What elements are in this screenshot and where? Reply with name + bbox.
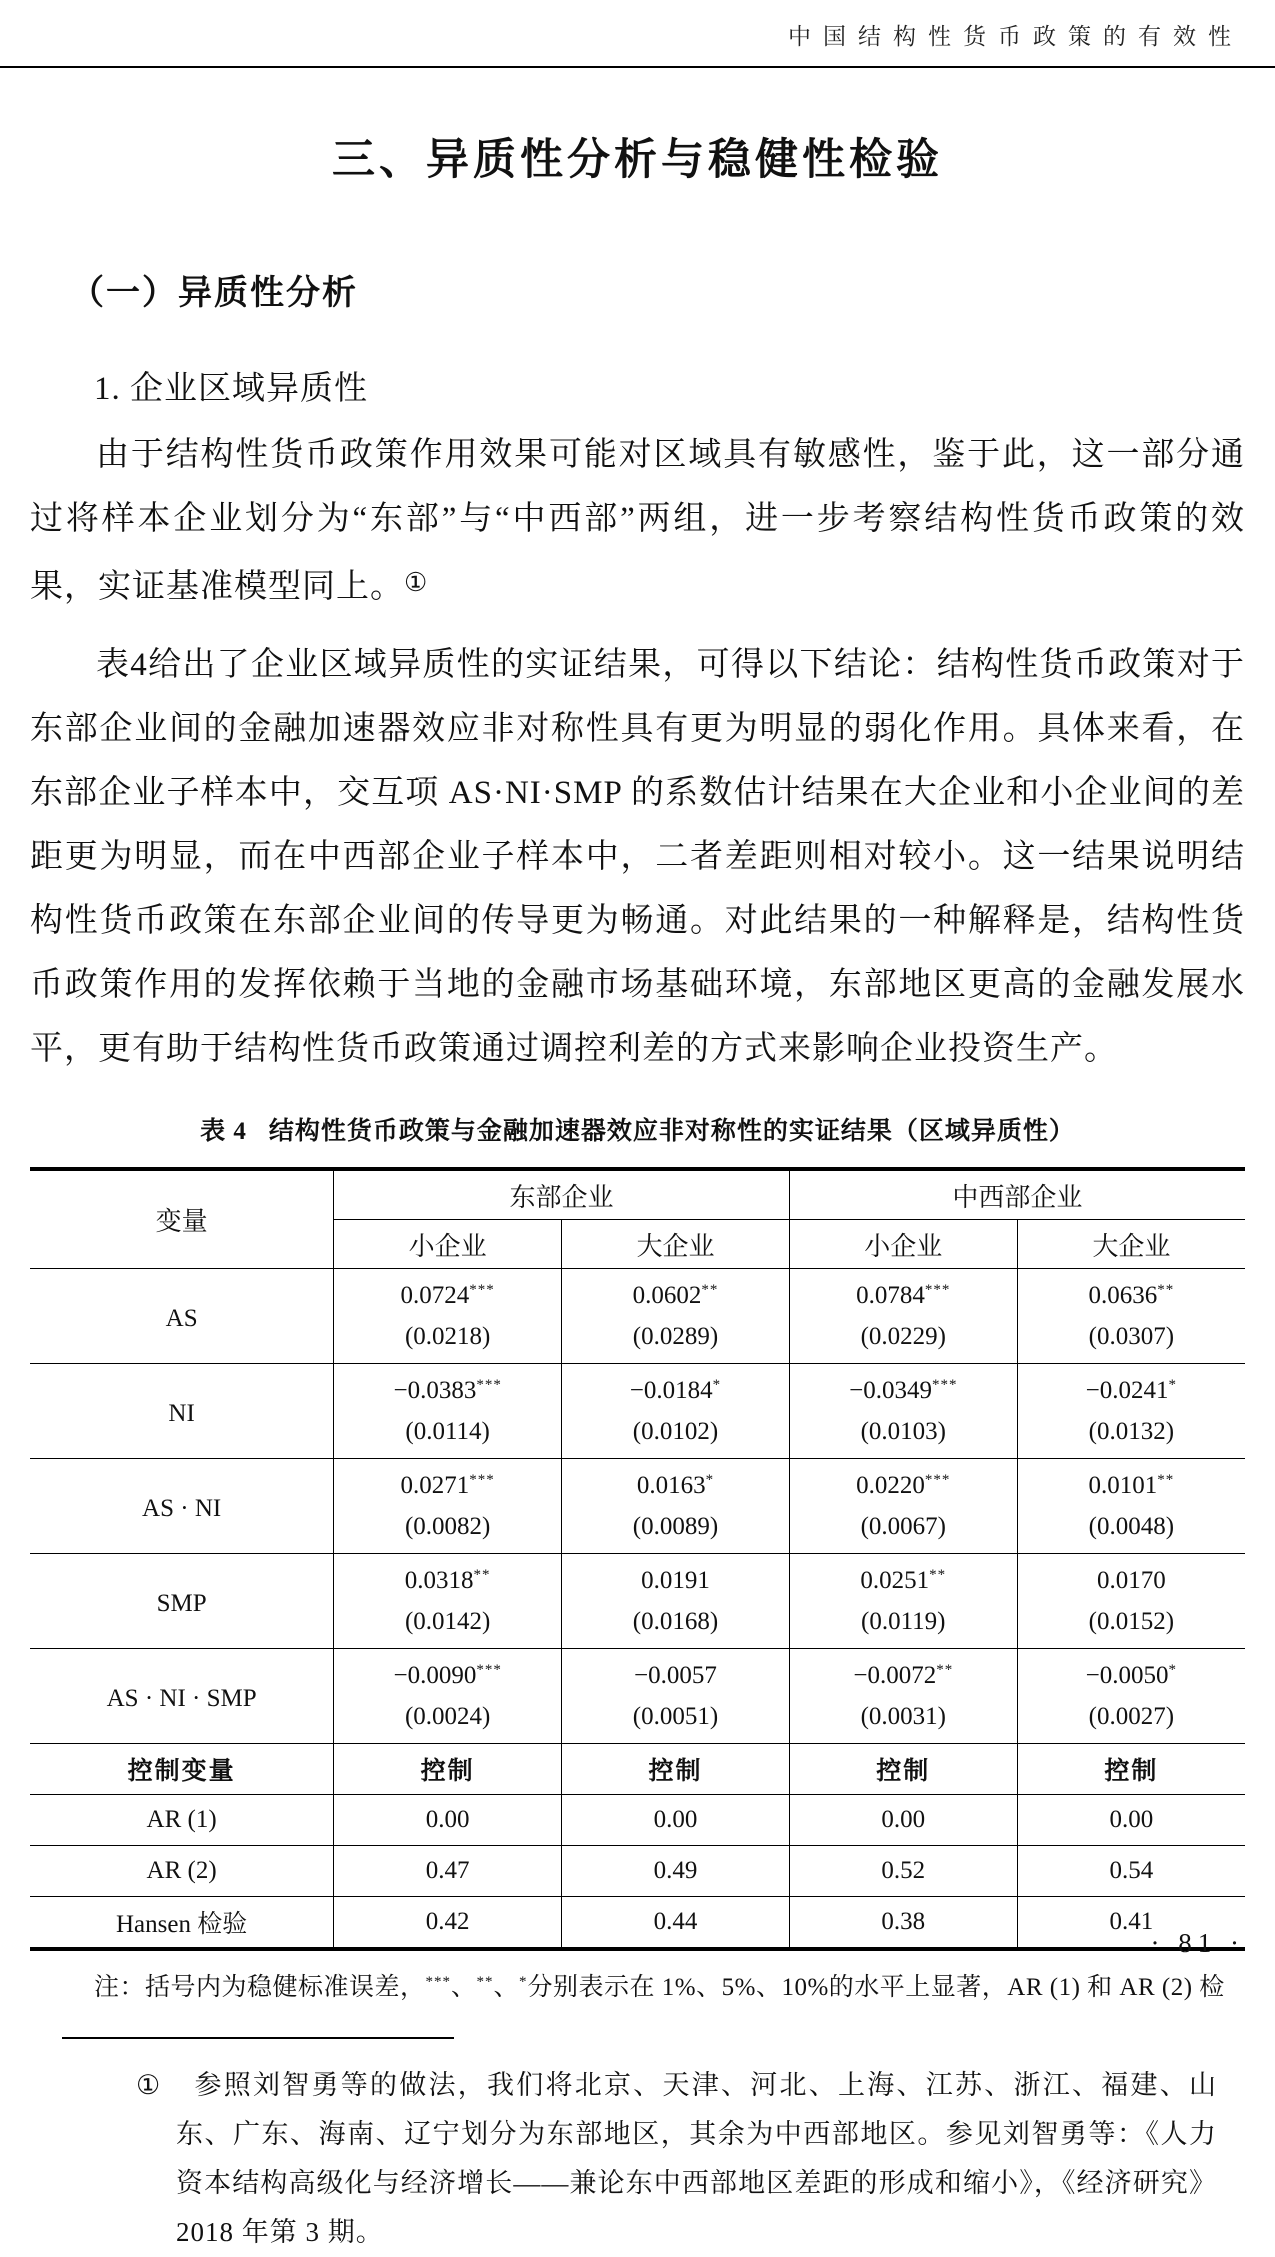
running-header	[0, 0, 1275, 68]
se-cell: (0.0089)	[562, 1506, 790, 1554]
variable-label: AS · NI	[30, 1459, 334, 1554]
value-cell: 0.00	[1017, 1795, 1245, 1846]
coef-cell: −0.0184*	[562, 1364, 790, 1412]
se-cell: (0.0229)	[789, 1316, 1017, 1364]
significance-stars: ***	[469, 1471, 495, 1488]
variable-label: NI	[30, 1364, 334, 1459]
value-cell: 0.00	[789, 1795, 1017, 1846]
se-cell: (0.0102)	[562, 1411, 790, 1459]
value-cell: 0.54	[1017, 1846, 1245, 1897]
footnote-reference-mark: ①	[404, 568, 428, 597]
table-caption-title: 结构性货币政策与金融加速器效应非对称性的实证结果（区域异质性）	[268, 1118, 1075, 1145]
coef-cell: 0.0251**	[789, 1554, 1017, 1602]
significance-stars: *	[1168, 1376, 1178, 1393]
coef-cell: 0.0724***	[334, 1269, 562, 1317]
significance-stars: **	[929, 1566, 947, 1583]
paragraph-2: 表4给出了企业区域异质性的实证结果，可得以下结论：结构性货币政策对于东部企业间的金融加速器效应非对称性具有更为明显的弱化作用。具体来看，在东部企业子样本中，交互项 AS·NI·SMP 的系数估计结果在大企业和小企业间的差距更为明显，而在中西部企业子样本中，二者差距则相对较小。这一结果说明结构性货币政策在东部企业间的传导更为畅通。对此结果的一种解释是，结构性货币政策作用的发挥依赖于当地的金融市场基础环境，东部地区更高的金融发展水平，更有助于结构性货币政策通过调控利差的方式来影响企业投资生产。	[30, 647, 1245, 1067]
table-caption-label: 表 4	[200, 1118, 247, 1145]
coef-cell: 0.0163*	[562, 1459, 790, 1507]
running-header-text: 中国结构性货币政策的有效性	[788, 24, 1243, 49]
paragraph-1-text: 由于结构性货币政策作用效果可能对区域具有敏感性，鉴于此，这一部分通过将样本企业划分为“东部”与“中西部”两组，进一步考察结构性货币政策的效果，实证基准模型同上。	[30, 437, 1245, 605]
footnote-mark: ①	[136, 2070, 163, 2100]
value-cell: 0.44	[562, 1897, 790, 1950]
coef-cell: −0.0383***	[334, 1364, 562, 1412]
coef-cell: 0.0170	[1096, 1566, 1166, 1594]
table-row-controls	[30, 1744, 1245, 1795]
table-caption	[30, 1111, 1245, 1147]
coef-cell: −0.0057	[562, 1649, 790, 1697]
footnote	[30, 2061, 1245, 2257]
se-cell: (0.0218)	[334, 1316, 562, 1364]
subsection-heading: 1. 企业区域异质性	[94, 371, 368, 407]
se-cell: (0.0048)	[1017, 1506, 1245, 1554]
coef-cell: −0.0072**	[789, 1649, 1017, 1697]
se-cell: (0.0132)	[1017, 1411, 1245, 1459]
significance-stars: *	[705, 1471, 715, 1488]
se-cell: (0.0103)	[789, 1411, 1017, 1459]
coef-cell: 0.0636**	[1088, 1281, 1175, 1309]
se-cell: (0.0307)	[1017, 1316, 1245, 1364]
significance-stars: ***	[469, 1281, 495, 1298]
variable-label: 控制变量	[30, 1744, 334, 1795]
table-header-large-midwest: 大企业	[1017, 1220, 1245, 1269]
value-cell: 0.47	[334, 1846, 562, 1897]
value-cell: 0.00	[562, 1795, 790, 1846]
table-header-small-east: 小企业	[334, 1220, 562, 1269]
variable-label: AS · NI · SMP	[30, 1649, 334, 1744]
se-cell: (0.0152)	[1017, 1601, 1245, 1649]
se-cell: (0.0051)	[562, 1696, 790, 1744]
significance-stars: **	[473, 1566, 491, 1583]
value-cell: 0.38	[789, 1897, 1017, 1950]
significance-stars: ***	[931, 1376, 958, 1393]
section-heading: （一）异质性分析	[70, 275, 358, 312]
value-cell: 0.42	[334, 1897, 562, 1950]
se-cell: (0.0114)	[334, 1411, 562, 1459]
value-cell: 控制	[334, 1744, 562, 1795]
table-group-header-row	[30, 1169, 1245, 1220]
footnote-separator	[62, 2037, 454, 2039]
table-row-coef	[30, 1269, 1245, 1317]
se-cell: (0.0168)	[562, 1601, 790, 1649]
significance-stars: **	[936, 1661, 954, 1678]
value-cell: 控制	[562, 1744, 790, 1795]
value-cell: 0.41	[1109, 1908, 1154, 1935]
significance-stars: ***	[924, 1281, 951, 1298]
significance-stars: **	[1157, 1471, 1175, 1488]
coef-cell: 0.0784***	[789, 1269, 1017, 1317]
value-cell: 0.49	[562, 1846, 790, 1897]
se-cell: (0.0024)	[334, 1696, 562, 1744]
table-note: 注：括号内为稳健标准误差，***、**、*分别表示在 1%、5%、10%的水平上显著，AR (1) 和 AR (2) 检	[94, 1974, 1225, 2001]
se-cell: (0.0031)	[789, 1696, 1017, 1744]
table-row-coef	[30, 1649, 1245, 1697]
significance-stars: ***	[924, 1471, 951, 1488]
coef-cell: −0.0090***	[334, 1649, 562, 1697]
significance-stars: *	[712, 1376, 722, 1393]
se-cell: (0.0082)	[334, 1506, 562, 1554]
significance-stars: ***	[425, 1974, 452, 1990]
significance-stars: *	[1168, 1661, 1178, 1678]
value-cell: 控制	[1017, 1744, 1245, 1795]
significance-stars: **	[701, 1281, 719, 1298]
value-cell: 0.00	[334, 1795, 562, 1846]
page-title: 三、异质性分析与稳健性检验	[332, 137, 943, 184]
table-header-east: 东部企业	[334, 1169, 790, 1220]
table-header-large-east: 大企业	[562, 1220, 790, 1269]
coef-cell: −0.0349***	[789, 1364, 1017, 1412]
table-row-ar1	[30, 1795, 1245, 1846]
value-cell: 控制	[789, 1744, 1017, 1795]
page-content	[0, 265, 1275, 2257]
coef-cell: −0.0050*	[1085, 1661, 1178, 1689]
coef-cell: 0.0220***	[789, 1459, 1017, 1507]
paragraph-1	[30, 423, 1245, 619]
table-header-midwest: 中西部企业	[789, 1169, 1245, 1220]
se-cell: (0.0289)	[562, 1316, 790, 1364]
significance-stars: ***	[476, 1376, 502, 1393]
significance-stars: **	[1157, 1281, 1175, 1298]
coef-cell: −0.0241*	[1085, 1376, 1178, 1404]
table-row-hansen	[30, 1897, 1245, 1950]
table-header-variable: 变量	[30, 1169, 334, 1269]
coef-cell: 0.0191	[562, 1554, 790, 1602]
significance-stars: **	[476, 1974, 494, 1990]
table-header-small-midwest: 小企业	[789, 1220, 1017, 1269]
se-cell: (0.0027)	[1017, 1696, 1245, 1744]
value-cell: 0.52	[789, 1846, 1017, 1897]
se-cell: (0.0119)	[789, 1601, 1017, 1649]
coef-cell: 0.0271***	[334, 1459, 562, 1507]
variable-label: AS	[30, 1269, 334, 1364]
coef-cell: 0.0318**	[334, 1554, 562, 1602]
table-row-ar2	[30, 1846, 1245, 1897]
page-number: · 81 ·	[1150, 1928, 1245, 1958]
variable-label: Hansen 检验	[30, 1897, 334, 1950]
table-row-coef	[30, 1459, 1245, 1507]
significance-stars: *	[519, 1974, 528, 1990]
table-row-coef	[30, 1554, 1245, 1602]
variable-label: SMP	[30, 1554, 334, 1649]
significance-stars: ***	[476, 1661, 502, 1678]
coef-cell: 0.0602**	[562, 1269, 790, 1317]
se-cell: (0.0142)	[334, 1601, 562, 1649]
variable-label: AR (1)	[30, 1795, 334, 1846]
table-row-coef	[30, 1364, 1245, 1412]
footnote-text: 参照刘智勇等的做法，我们将北京、天津、河北、上海、江苏、浙江、福建、山东、广东、海南、辽宁划分为东部地区，其余为中西部地区。参见刘智勇等：《人力资本结构高级化与经济增长——兼论东中西部地区差距的形成和缩小》，《经济研究》2018 年第 3 期。	[176, 2070, 1217, 2247]
results-table	[30, 1167, 1245, 1951]
coef-cell: 0.0101**	[1088, 1471, 1175, 1499]
variable-label: AR (2)	[30, 1846, 334, 1897]
se-cell: (0.0067)	[789, 1506, 1017, 1554]
